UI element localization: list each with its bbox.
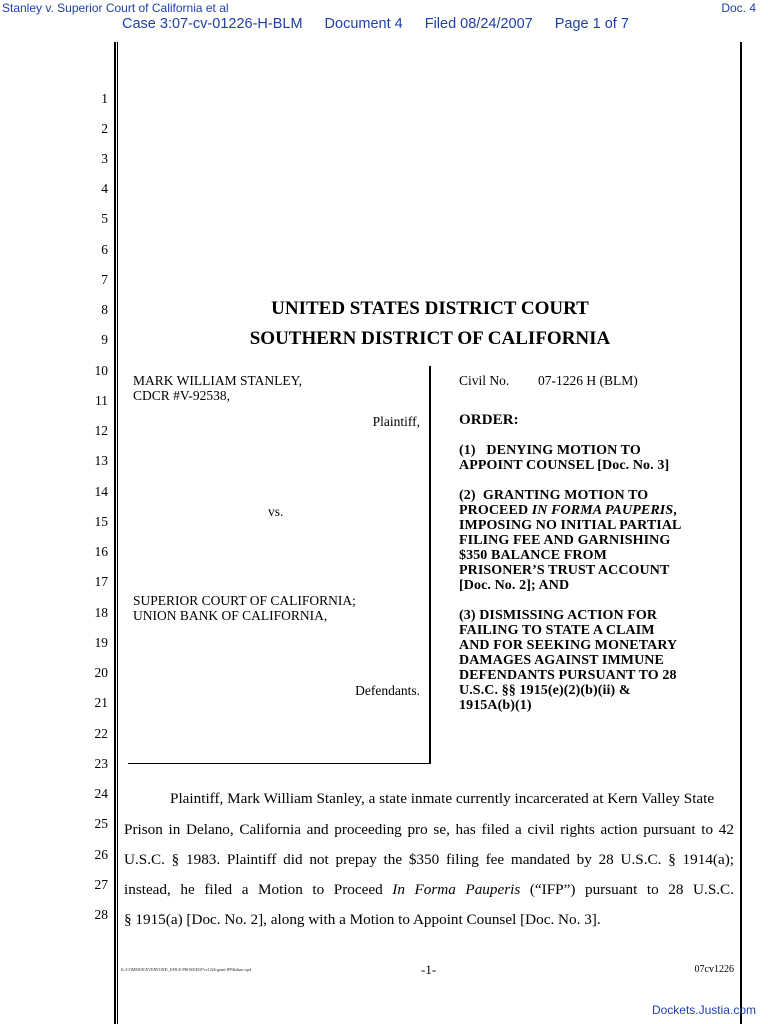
line-number: 24: [94, 786, 108, 801]
line-number: 12: [94, 423, 108, 438]
body-line-4: [124, 881, 734, 899]
caption-horizontal-rule: [128, 763, 430, 764]
order-item-2-line-1: (2) GRANTING MOTION TO: [459, 488, 649, 503]
filed-date: Filed 08/24/2007: [424, 16, 533, 32]
left-margin-rule-outer: [114, 42, 116, 1024]
order-item-3-line-7: 1915A(b)(1): [459, 698, 532, 713]
order-item-3-line-5: DEFENDANTS PURSUANT TO 28: [459, 668, 677, 683]
line-number: 17: [94, 574, 108, 589]
line-number: 27: [94, 877, 108, 892]
order-item-2-line-7: [Doc. No. 2]; AND: [459, 578, 570, 593]
body-line-3: U.S.C. § 1983. Plaintiff did not prepay the $350 filing fee mandated by 28 U.S.C. § 1914(a);: [124, 851, 734, 868]
body-line-4-a: instead, he filed a Motion to Proceed: [124, 881, 393, 898]
order-item-3-line-2: FAILING TO STATE A CLAIM: [459, 623, 655, 638]
right-margin-rule: [740, 42, 742, 1024]
order-item-1-line-1: (1) DENYING MOTION TO: [459, 443, 641, 458]
order-item-3-line-4: DAMAGES AGAINST IMMUNE: [459, 653, 664, 668]
line-number: 5: [101, 211, 108, 226]
line-number: 10: [94, 363, 108, 378]
order-item-2-text: PROCEED: [459, 503, 532, 518]
line-number: 14: [94, 484, 108, 499]
line-number: 23: [94, 756, 108, 771]
line-number: 18: [94, 605, 108, 620]
defendant-2: UNION BANK OF CALIFORNIA,: [133, 608, 328, 623]
line-number: 25: [94, 816, 108, 831]
in-forma-pauperis-italic: IN FORMA PAUPERIS: [531, 503, 674, 518]
footer-case-code: 07cv1226: [694, 964, 734, 975]
caption-vertical-rule: [429, 366, 431, 764]
line-number: 19: [94, 635, 108, 650]
order-item-3-line-1: (3) DISMISSING ACTION FOR: [459, 608, 658, 623]
doc-number-link[interactable]: Doc. 4: [721, 1, 756, 15]
order-item-2-comma: ,: [673, 503, 677, 518]
versus: vs.: [268, 504, 284, 519]
order-item-1-line-2: APPOINT COUNSEL [Doc. No. 3]: [459, 458, 670, 473]
court-district: SOUTHERN DISTRICT OF CALIFORNIA: [249, 328, 611, 349]
plaintiff-label: Plaintiff,: [372, 414, 420, 429]
order-item-2-line-5: $350 BALANCE FROM: [459, 548, 607, 563]
order-title: ORDER:: [459, 412, 519, 428]
line-number: 2: [101, 121, 108, 136]
line-number: 16: [94, 544, 108, 559]
line-number: 11: [95, 393, 108, 408]
line-number: 3: [101, 151, 108, 166]
order-item-2-line-3: IMPOSING NO INITIAL PARTIAL: [459, 518, 682, 533]
footer-file-path: K:\COMMON\EVERYONE\_EFILE-PROSE\H\07cv1226-grant-IFP&dism.wpd: [121, 967, 252, 972]
order-item-3-line-3: AND FOR SEEKING MONETARY: [459, 638, 678, 653]
justia-source-link[interactable]: Dockets.Justia.com: [651, 1003, 756, 1017]
order-item-3-line-6: U.S.C. §§ 1915(e)(2)(b)(ii) &: [459, 683, 631, 698]
line-number: 26: [94, 847, 108, 862]
case-number: Case 3:07-cv-01226-H-BLM: [122, 16, 303, 32]
civil-no: 07-1226 H (BLM): [538, 373, 638, 388]
document-number: Document 4: [324, 16, 403, 32]
body-line-1: Plaintiff, Mark William Stanley, a state inmate currently incarcerated at Kern Valley State: [170, 790, 715, 807]
case-header: [122, 16, 651, 32]
defendants-label: Defendants.: [355, 683, 420, 698]
footer-page-number: -1-: [421, 962, 437, 977]
line-number: 8: [101, 302, 108, 317]
court-name: UNITED STATES DISTRICT COURT: [271, 298, 589, 319]
order-item-2-line-6: PRISONER’S TRUST ACCOUNT: [459, 563, 670, 578]
plaintiff-id: CDCR #V-92538,: [133, 388, 231, 403]
line-number: 1: [101, 91, 108, 106]
body-italic-ifp: In Forma Pauperis: [392, 881, 521, 898]
line-number: 13: [94, 453, 108, 468]
left-margin-rule-inner: [117, 42, 118, 1024]
body-line-2: Prison in Delano, California and proceeding pro se, has filed a civil rights action pursuant to 42: [124, 821, 734, 838]
line-number: 22: [94, 726, 108, 741]
line-number: 28: [94, 907, 108, 922]
body-line-4-c: (“IFP”) pursuant to 28 U.S.C.: [520, 881, 734, 898]
civil-no-label: Civil No.: [459, 373, 510, 388]
line-number: 6: [101, 242, 108, 257]
defendant-1: SUPERIOR COURT OF CALIFORNIA;: [133, 593, 356, 608]
case-title-link[interactable]: Stanley v. Superior Court of California et al: [2, 1, 229, 15]
order-item-2-line-2: [459, 503, 677, 518]
line-number: 21: [94, 695, 108, 710]
plaintiff-name: MARK WILLIAM STANLEY,: [133, 373, 303, 388]
line-number: 9: [101, 332, 108, 347]
line-number: 15: [94, 514, 108, 529]
line-number: 7: [101, 272, 108, 287]
order-item-2-line-4: FILING FEE AND GARNISHING: [459, 533, 671, 548]
body-line-5: § 1915(a) [Doc. No. 2], along with a Motion to Appoint Counsel [Doc. No. 3].: [124, 911, 601, 928]
page-count: Page 1 of 7: [554, 16, 629, 32]
line-number: 4: [101, 181, 108, 196]
line-number: 20: [94, 665, 108, 680]
